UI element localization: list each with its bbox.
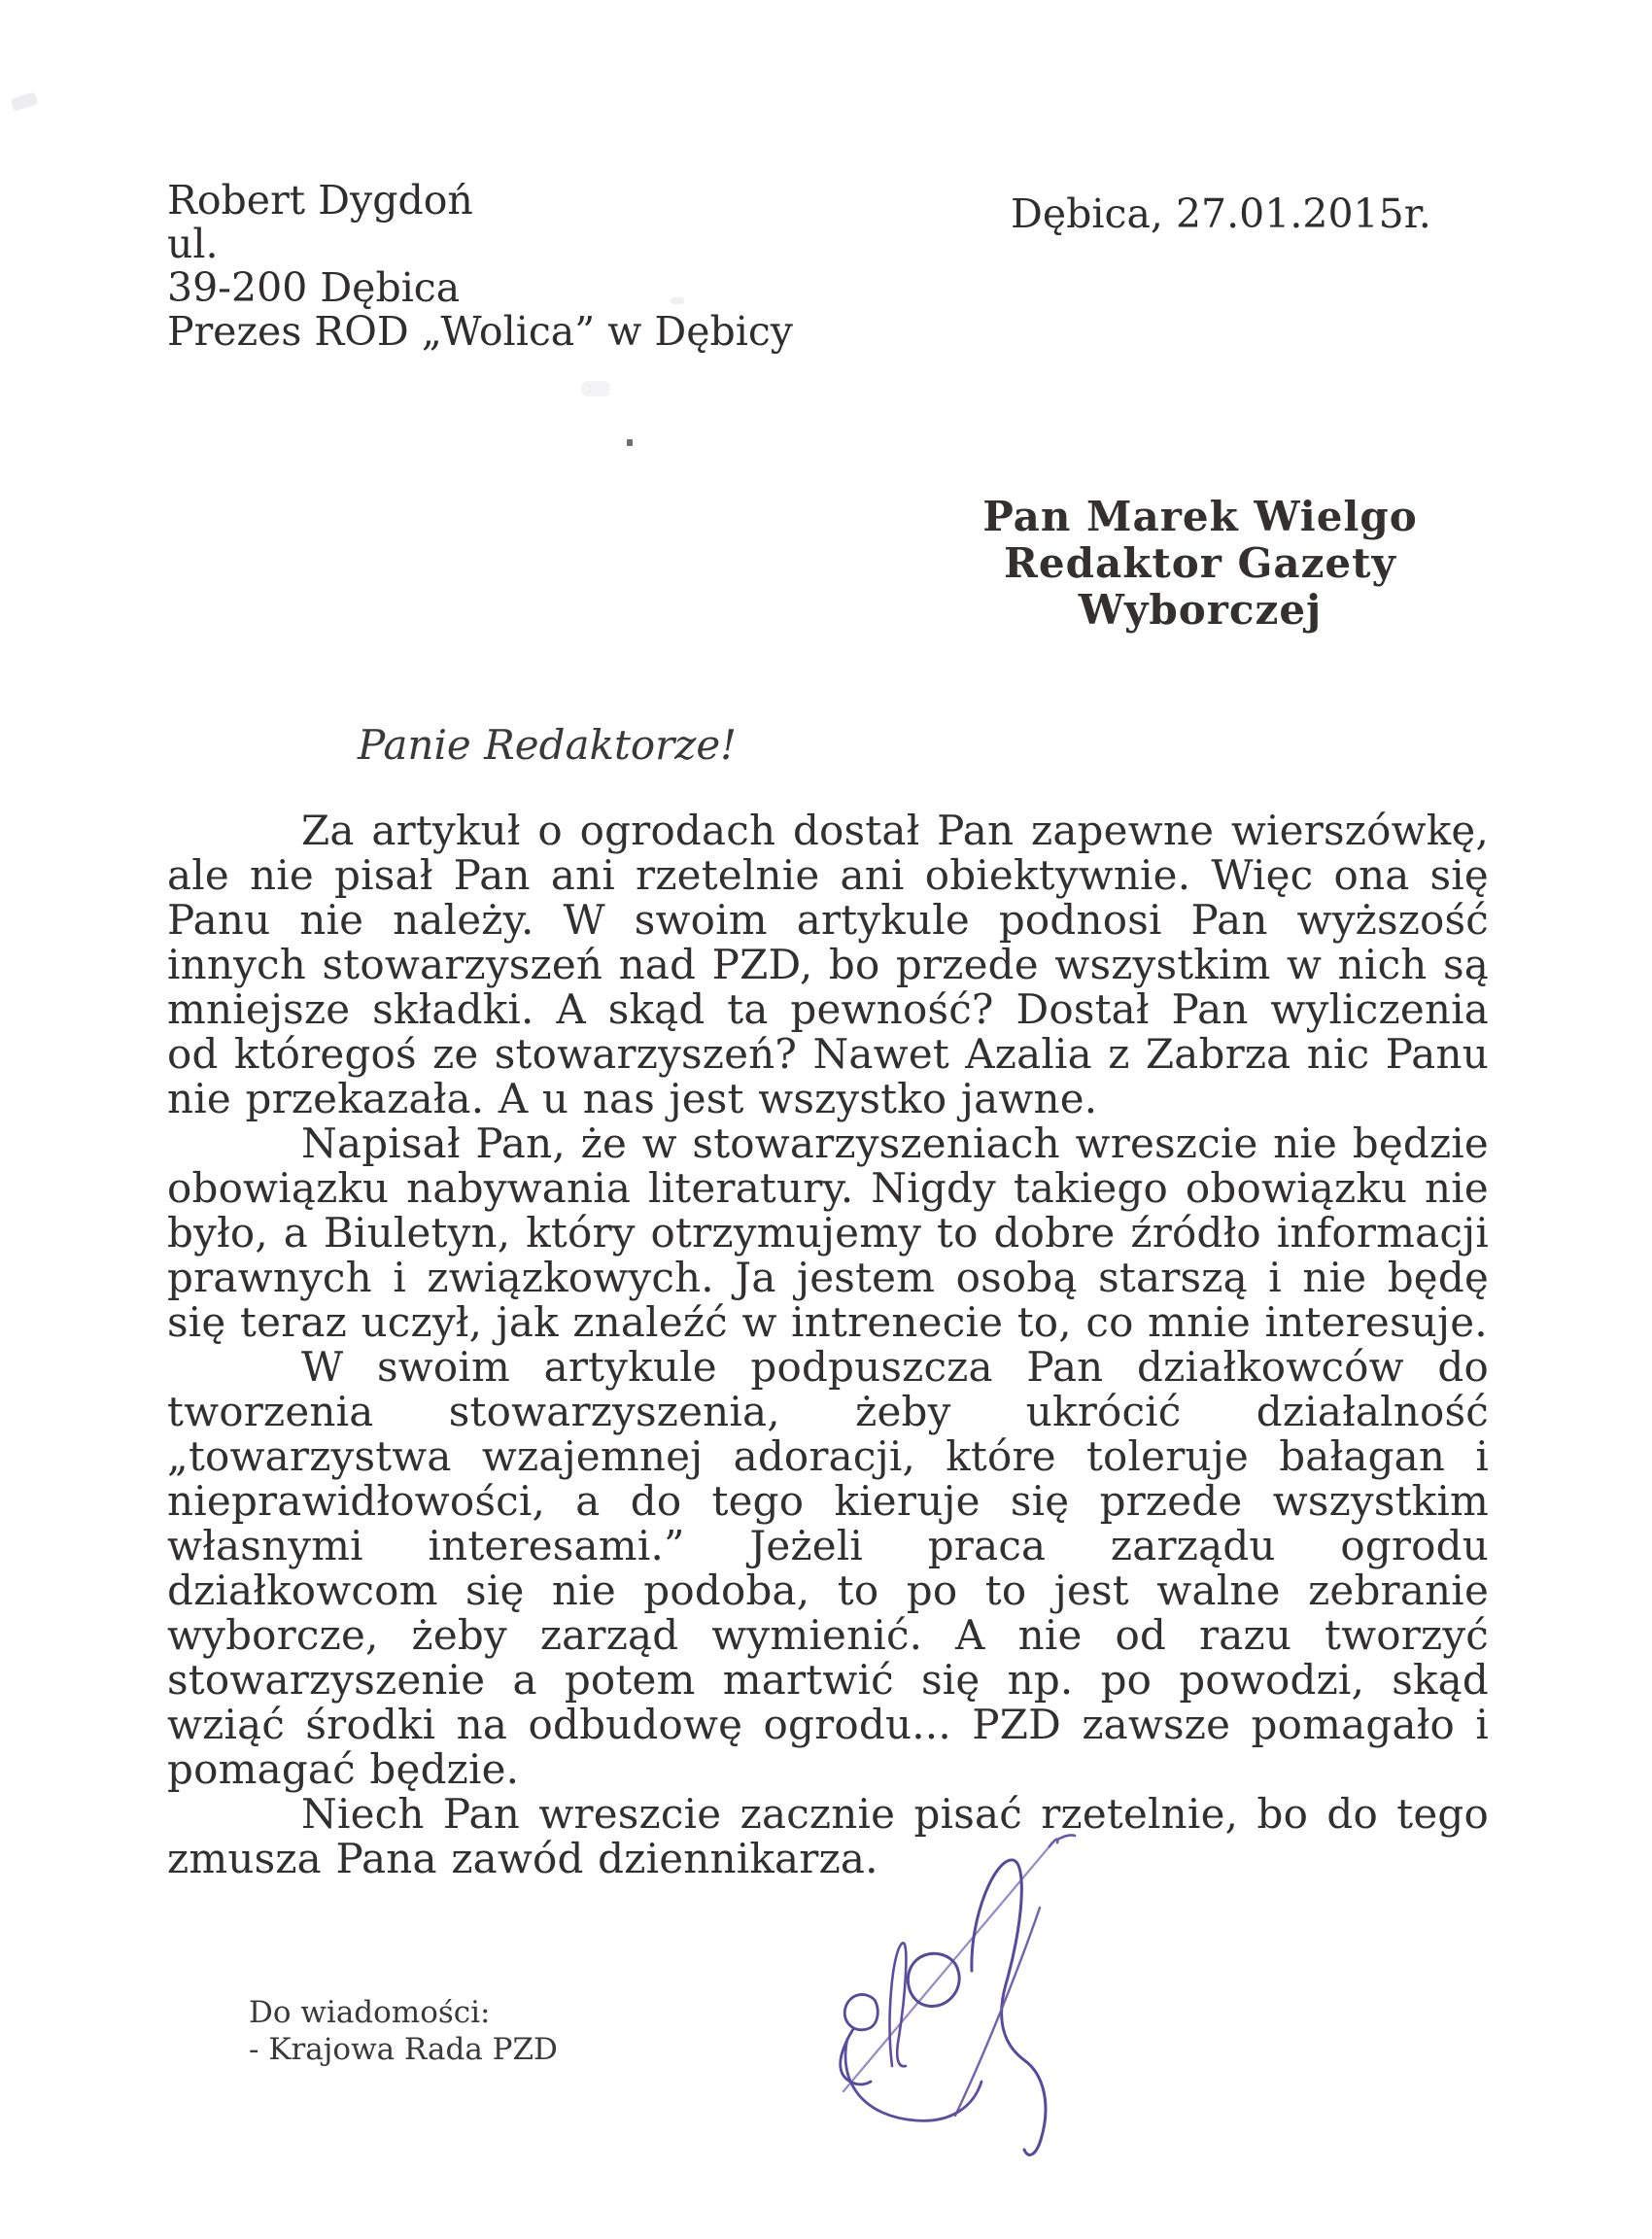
date-line: Dębica, 27.01.2015r. <box>1011 190 1431 237</box>
cc-label: Do wiadomości: <box>249 1995 491 2030</box>
sender-line-city: 39-200 Dębica <box>167 264 461 311</box>
sender-line-street: ul. <box>167 221 219 267</box>
scan-smudge <box>11 91 39 111</box>
body-paragraph: W swoim artykule podpuszcza Pan działkowców do tworzenia stowarzyszenia, żeby ukrócić działalność „towarzystwa wzajemnej adoracji, które toleruje bałagan i nieprawidłowości, a do tego kieruje się przede wszystkim własnymi interesami.” Jeżeli praca zarządu ogrodu działkowcom się nie podoba, to po to jest walne zebranie wyborcze, żeby zarząd wymienić. A nie od razu tworzyć stowarzyszenie a potem martwić się np. po powodzi, skąd wziąć środki na odbudowę ogrodu... PZD zawsze pomagało i pomagać będzie. <box>167 1343 1489 1793</box>
sender-line-name: Robert Dygdoń <box>167 177 473 224</box>
recipient-line-role: Redaktor Gazety <box>1004 539 1396 587</box>
sender-line-title: Prezes ROD „Wolica” w Dębicy <box>167 308 793 355</box>
body-paragraph: Za artykuł o ogrodach dostał Pan zapewne wierszówkę, ale nie pisał Pan ani rzetelnie ani obiektywnie. Więc ona się Panu nie należy. W swoim artykule podnosi Pan wyższość innych stowarzyszeń nad PZD, bo przede wszystkim w nich są mniejsze składki. A skąd ta pewność? Dostał Pan wyliczenia od któregoś ze stowarzyszeń? Nawet Azalia z Zabrza nic Panu nie przekazała. A u nas jest wszystko jawne. <box>167 807 1489 1122</box>
scan-smudge <box>581 381 610 396</box>
salutation: Panie Redaktorze! <box>358 721 738 769</box>
body-paragraph: Napisał Pan, że w stowarzyszeniach wreszcie nie będzie obowiązku nabywania literatury. Nigdy takiego obowiązku nie było, a Biuletyn, który otrzymujemy to dobre źródło informacji prawnych i związkowych. Ja jestem osobą starszą i nie będę się teraz uczył, jak znaleźć w intrenecie to, co mnie interesuje. <box>167 1120 1489 1346</box>
body-paragraph: Niech Pan wreszcie zacznie pisać rzetelnie, bo do tego zmusza Pana zawód dziennikarza. <box>167 1790 1489 1882</box>
recipient-line-org: Wyborczej <box>1078 586 1323 634</box>
cc-block <box>249 1994 558 2068</box>
recipient-block <box>972 494 1428 634</box>
cc-item: - Krajowa Rada PZD <box>249 2032 558 2067</box>
scan-speck <box>627 439 633 446</box>
handwritten-signature <box>814 1800 1106 2169</box>
recipient-line-name: Pan Marek Wielgo <box>982 493 1418 540</box>
sender-block <box>167 179 793 354</box>
letter-body <box>167 809 1489 1881</box>
